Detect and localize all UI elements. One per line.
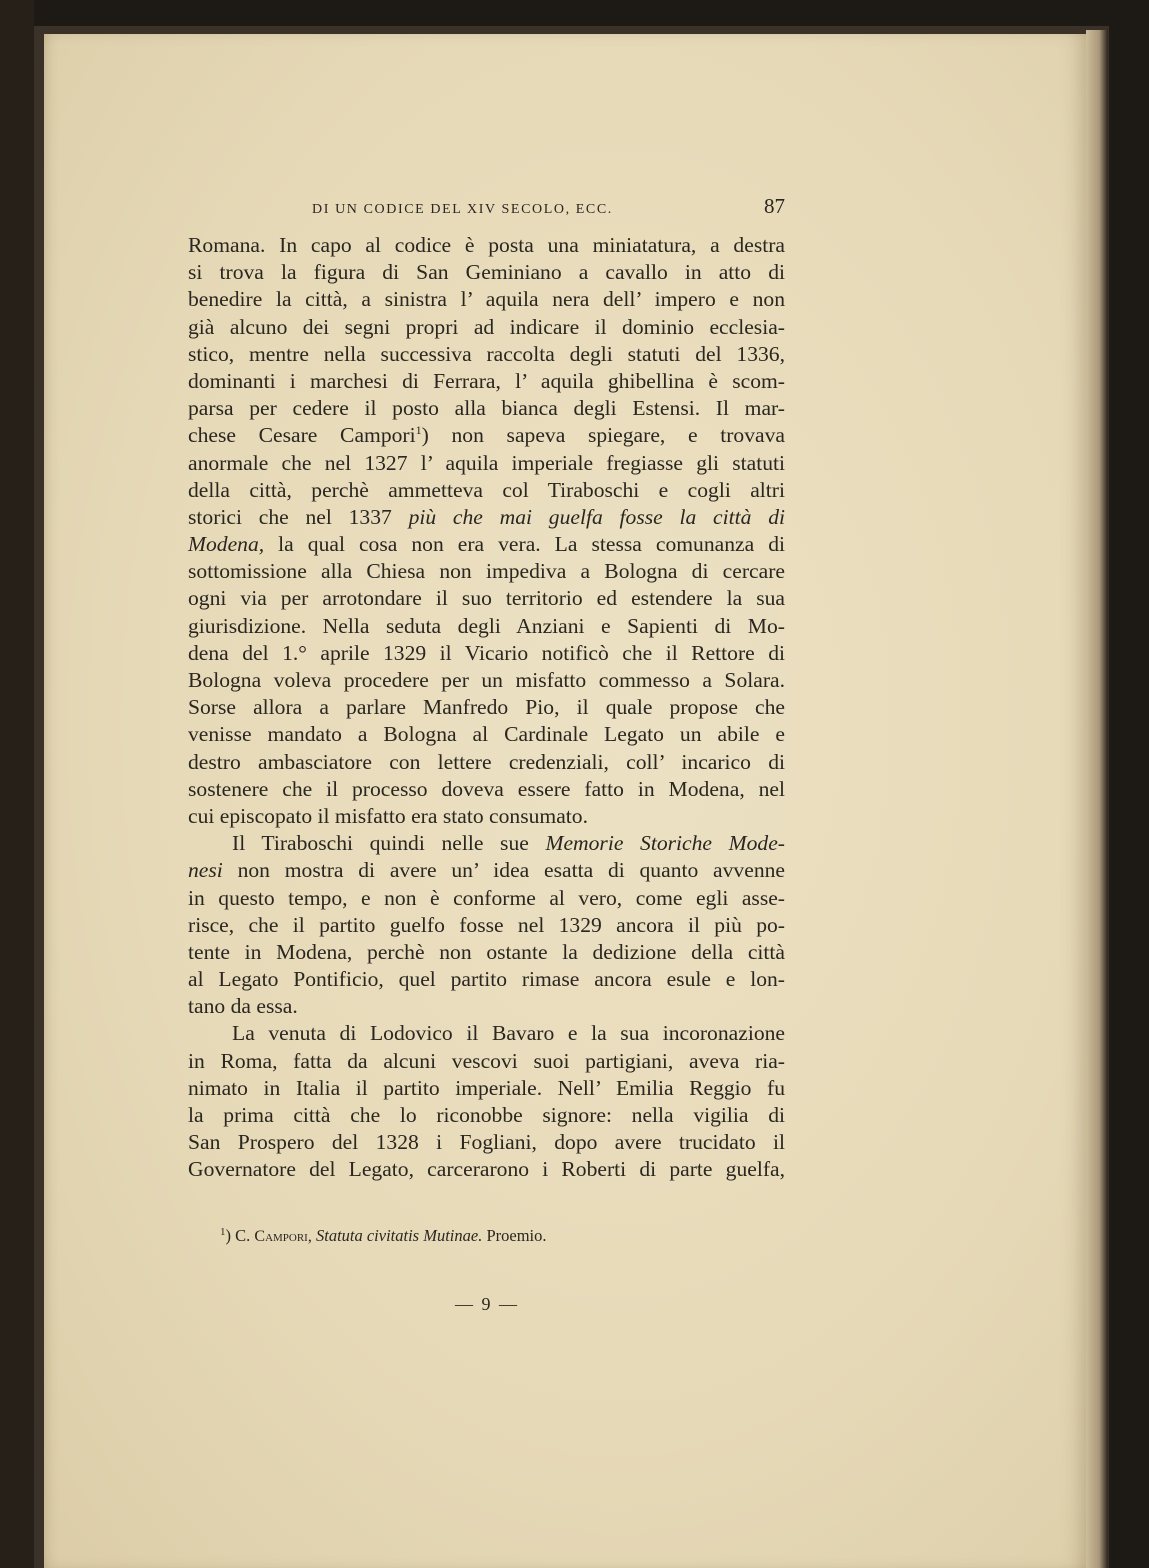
book-right-edge [1086, 30, 1108, 1568]
text-line: in Roma, fatta da alcuni vescovi suoi partigiani, aveva ria- [188, 1048, 785, 1073]
text-line: al Legato Pontificio, quel partito rimase ancora esule e lon- [188, 967, 785, 992]
running-head: DI UN CODICE DEL XIV SECOLO, ECC. [312, 202, 613, 217]
text-line: della città, perchè ammetteva col Tiraboschi e cogli altri [188, 477, 785, 502]
italic-segment: più che mai guelfa fosse la città di [408, 504, 785, 529]
text-line: sostenere che il processo doveva essere fatto in Modena, nel [188, 776, 785, 801]
text-line: venisse mandato a Bologna al Cardinale Legato un abile e [188, 722, 785, 747]
text-line: Governatore del Legato, carcerarono i Roberti di parte guelfa, [188, 1157, 785, 1182]
text-segment: Il Tiraboschi quindi nelle sue [232, 831, 546, 856]
text-line: si trova la figura di San Geminiano a cavallo in atto di [188, 260, 785, 285]
footnote-mark: 1 [220, 1226, 226, 1238]
page-header [188, 196, 785, 226]
text-line: La venuta di Lodovico il Bavaro e la sua incoronazione [232, 1021, 785, 1046]
text-line: nimato in Italia il partito imperiale. Nell’ Emilia Reggio fu [188, 1075, 785, 1100]
page-number: 87 [764, 194, 785, 218]
text-line-with-footnote [188, 422, 785, 449]
italic-segment: Memorie Storiche Mode- [545, 831, 785, 856]
body-text [188, 232, 785, 1184]
text-line: tano da essa. [188, 994, 298, 1019]
text-line: Romana. In capo al codice è posta una miniatatura, a destra [188, 233, 785, 257]
text-line: destro ambasciatore con lettere credenziali, coll’ incarico di [188, 749, 785, 774]
italic-segment: nesi [188, 858, 223, 883]
text-segment: non mostra di avere un’ idea esatta di quanto avvenne [222, 858, 785, 883]
text-line: giurisdizione. Nella seduta degli Anziani e Sapienti di Mo- [188, 613, 785, 638]
footnote-reference: 1 [415, 423, 422, 438]
text-line: ogni via per arrotondare il suo territorio ed estendere la sua [188, 586, 785, 611]
text-segment: storici che nel 1337 [188, 504, 409, 529]
text-segment: ) non sapeva spiegare, e trovava [421, 423, 785, 448]
text-line-mixed [188, 504, 785, 531]
text-line: San Prospero del 1328 i Fogliani, dopo avere trucidato il [188, 1130, 785, 1155]
text-line: cui episcopato il misfatto era stato consumato. [188, 803, 588, 828]
text-line: stico, mentre nella successiva raccolta degli statuti del 1336, [188, 341, 785, 366]
text-line: in questo tempo, e non è conforme al vero, come egli asse- [188, 885, 785, 910]
text-line-mixed [188, 830, 785, 857]
text-line: Bologna voleva procedere per un misfatto commesso a Solara. [188, 668, 785, 692]
text-line: Sorse allora a parlare Manfredo Pio, il quale propose che [188, 695, 785, 720]
footnote [220, 1226, 547, 1246]
text-line: parsa per cedere il posto alla bianca degli Estensi. Il mar- [188, 396, 785, 421]
text-line: dominanti i marchesi di Ferrara, l’ aquila ghibellina è scom- [188, 368, 785, 393]
text-line: la prima città che lo riconobbe signore: nella vigilia di [188, 1103, 785, 1127]
text-line: risce, che il partito guelfo fosse nel 1329 ancora il più po- [188, 912, 785, 937]
footnote-rest: Proemio. [486, 1226, 547, 1245]
text-line: anormale che nel 1327 l’ aquila imperiale fregiasse gli statuti [188, 450, 785, 475]
text-line: sottomissione alla Chiesa non impediva a Bologna di cercare [188, 559, 785, 584]
footnote-author-initial: C. [235, 1226, 251, 1245]
text-line-mixed [188, 857, 785, 884]
text-line: tente in Modena, perchè non ostante la dedizione della città [188, 939, 785, 964]
text-segment: chese Cesare Campori [188, 423, 416, 448]
printer-signature: — 9 — [455, 1294, 519, 1314]
italic-segment: Modena, [188, 532, 265, 557]
footnote-author: Campori, [254, 1228, 312, 1245]
book-left-edge [0, 0, 34, 1568]
text-line: dena del 1.° aprile 1329 il Vicario notificò che il Rettore di [188, 640, 785, 665]
footnote-paren: ) [225, 1226, 231, 1245]
text-line: benedire la città, a sinistra l’ aquila nera dell’ impero e non [188, 287, 785, 312]
text-line: già alcuno dei segni propri ad indicare il dominio ecclesia- [188, 314, 785, 339]
footnote-title: Statuta civitatis Mutinae. [315, 1226, 483, 1245]
text-segment: la qual cosa non era vera. La stessa comunanza di [264, 532, 785, 557]
text-line-mixed [188, 531, 785, 558]
